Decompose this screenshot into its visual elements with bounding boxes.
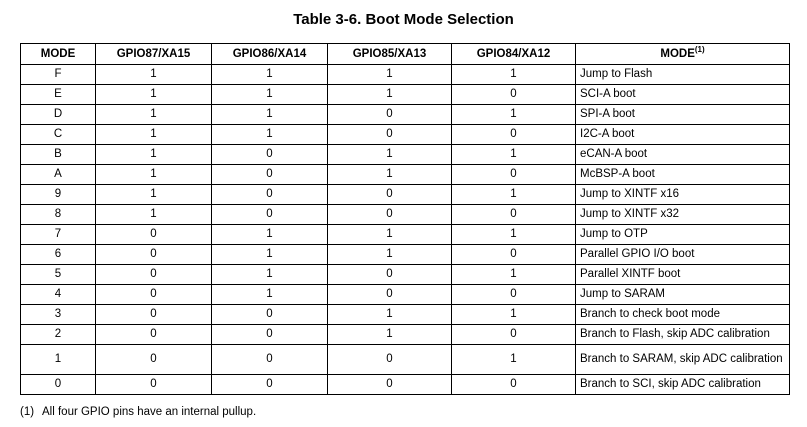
table-row	[21, 265, 790, 285]
gpio86-cell: 0	[212, 325, 328, 345]
gpio84-cell: 0	[452, 165, 576, 185]
gpio84-cell: 1	[452, 185, 576, 205]
gpio87-cell: 1	[96, 185, 212, 205]
mode-description-cell: Branch to SCI, skip ADC calibration	[576, 375, 790, 395]
mode-cell: D	[21, 105, 96, 125]
gpio87-cell: 1	[96, 165, 212, 185]
table-row	[21, 145, 790, 165]
gpio84-cell: 0	[452, 85, 576, 105]
gpio84-cell: 0	[452, 205, 576, 225]
mode-description-cell: Jump to Flash	[576, 65, 790, 85]
table-row	[21, 375, 790, 395]
header-footnote-ref: (1)	[694, 44, 705, 54]
mode-cell: B	[21, 145, 96, 165]
gpio86-cell: 0	[212, 345, 328, 375]
mode-cell: 7	[21, 225, 96, 245]
gpio85-cell: 1	[328, 165, 452, 185]
gpio87-cell: 1	[96, 105, 212, 125]
mode-cell: 5	[21, 265, 96, 285]
gpio86-cell: 0	[212, 145, 328, 165]
footnote	[20, 405, 256, 419]
gpio85-cell: 1	[328, 325, 452, 345]
gpio84-cell: 0	[452, 245, 576, 265]
gpio85-cell: 0	[328, 185, 452, 205]
gpio84-cell: 1	[452, 225, 576, 245]
gpio87-cell: 0	[96, 325, 212, 345]
mode-description-cell: SPI-A boot	[576, 105, 790, 125]
mode-cell: F	[21, 65, 96, 85]
table-row	[21, 65, 790, 85]
gpio86-cell: 1	[212, 285, 328, 305]
mode-description-cell: SCI-A boot	[576, 85, 790, 105]
gpio85-cell: 0	[328, 205, 452, 225]
table-row	[21, 305, 790, 325]
gpio85-cell: 1	[328, 145, 452, 165]
gpio84-cell: 1	[452, 105, 576, 125]
gpio87-cell: 0	[96, 345, 212, 375]
gpio85-cell: 1	[328, 65, 452, 85]
mode-description-cell: Jump to SARAM	[576, 285, 790, 305]
mode-cell: 3	[21, 305, 96, 325]
gpio86-cell: 1	[212, 245, 328, 265]
table-row	[21, 185, 790, 205]
gpio85-cell: 1	[328, 85, 452, 105]
footnote-marker: (1)	[20, 406, 35, 418]
mode-description-cell: Jump to OTP	[576, 225, 790, 245]
gpio85-cell: 0	[328, 345, 452, 375]
gpio86-cell: 0	[212, 305, 328, 325]
gpio86-cell: 0	[212, 205, 328, 225]
gpio86-cell: 1	[212, 65, 328, 85]
mode-description-cell: McBSP-A boot	[576, 165, 790, 185]
mode-cell: 1	[21, 345, 96, 375]
gpio87-cell: 0	[96, 375, 212, 395]
gpio84-cell: 1	[452, 265, 576, 285]
gpio85-cell: 0	[328, 375, 452, 395]
mode-cell: 4	[21, 285, 96, 305]
gpio87-cell: 1	[96, 65, 212, 85]
gpio85-cell: 0	[328, 285, 452, 305]
gpio87-cell: 1	[96, 145, 212, 165]
gpio86-cell: 1	[212, 105, 328, 125]
header-gpio84: GPIO84/XA12	[452, 44, 576, 65]
gpio86-cell: 0	[212, 375, 328, 395]
gpio85-cell: 0	[328, 125, 452, 145]
mode-description-cell: Branch to Flash, skip ADC calibration	[576, 325, 790, 345]
mode-cell: 0	[21, 375, 96, 395]
table-row	[21, 205, 790, 225]
table-row	[21, 225, 790, 245]
table-row	[21, 345, 790, 375]
gpio85-cell: 1	[328, 225, 452, 245]
header-mode-description	[576, 44, 790, 65]
mode-description-cell: Jump to XINTF x32	[576, 205, 790, 225]
mode-description-cell: Branch to check boot mode	[576, 305, 790, 325]
mode-cell: A	[21, 165, 96, 185]
gpio84-cell: 1	[452, 345, 576, 375]
header-mode: MODE	[21, 44, 96, 65]
footnote-text: All four GPIO pins have an internal pullup.	[42, 406, 257, 418]
gpio86-cell: 1	[212, 265, 328, 285]
gpio86-cell: 0	[212, 185, 328, 205]
table-row	[21, 105, 790, 125]
gpio85-cell: 0	[328, 105, 452, 125]
gpio87-cell: 1	[96, 205, 212, 225]
gpio84-cell: 0	[452, 375, 576, 395]
gpio85-cell: 0	[328, 265, 452, 285]
mode-cell: 8	[21, 205, 96, 225]
gpio84-cell: 0	[452, 285, 576, 305]
gpio86-cell: 1	[212, 85, 328, 105]
gpio87-cell: 0	[96, 265, 212, 285]
mode-description-cell: Jump to XINTF x16	[576, 185, 790, 205]
gpio86-cell: 1	[212, 225, 328, 245]
gpio87-cell: 0	[96, 245, 212, 265]
gpio85-cell: 1	[328, 305, 452, 325]
mode-cell: 6	[21, 245, 96, 265]
mode-description-cell: eCAN-A boot	[576, 145, 790, 165]
table-row	[21, 325, 790, 345]
gpio84-cell: 1	[452, 65, 576, 85]
gpio84-cell: 1	[452, 305, 576, 325]
gpio85-cell: 1	[328, 245, 452, 265]
table-row	[21, 245, 790, 265]
gpio84-cell: 0	[452, 125, 576, 145]
gpio87-cell: 0	[96, 285, 212, 305]
mode-cell: 9	[21, 185, 96, 205]
mode-cell: C	[21, 125, 96, 145]
boot-mode-table	[20, 43, 790, 395]
header-mode-description-label: MODE	[660, 47, 695, 60]
mode-cell: 2	[21, 325, 96, 345]
table-row	[21, 165, 790, 185]
table-row	[21, 285, 790, 305]
gpio86-cell: 0	[212, 165, 328, 185]
mode-cell: E	[21, 85, 96, 105]
gpio87-cell: 1	[96, 85, 212, 105]
gpio87-cell: 1	[96, 125, 212, 145]
gpio84-cell: 0	[452, 325, 576, 345]
header-gpio87: GPIO87/XA15	[96, 44, 212, 65]
table-body	[21, 65, 790, 395]
gpio86-cell: 1	[212, 125, 328, 145]
mode-description-cell: Branch to SARAM, skip ADC calibration	[576, 345, 790, 375]
table-row	[21, 125, 790, 145]
header-gpio86: GPIO86/XA14	[212, 44, 328, 65]
mode-description-cell: Parallel GPIO I/O boot	[576, 245, 790, 265]
table-title: Table 3-6. Boot Mode Selection	[293, 11, 514, 28]
table-row	[21, 85, 790, 105]
gpio87-cell: 0	[96, 305, 212, 325]
mode-description-cell: I2C-A boot	[576, 125, 790, 145]
gpio87-cell: 0	[96, 225, 212, 245]
mode-description-cell: Parallel XINTF boot	[576, 265, 790, 285]
header-gpio85: GPIO85/XA13	[328, 44, 452, 65]
table-header-row	[21, 44, 790, 65]
gpio84-cell: 1	[452, 145, 576, 165]
